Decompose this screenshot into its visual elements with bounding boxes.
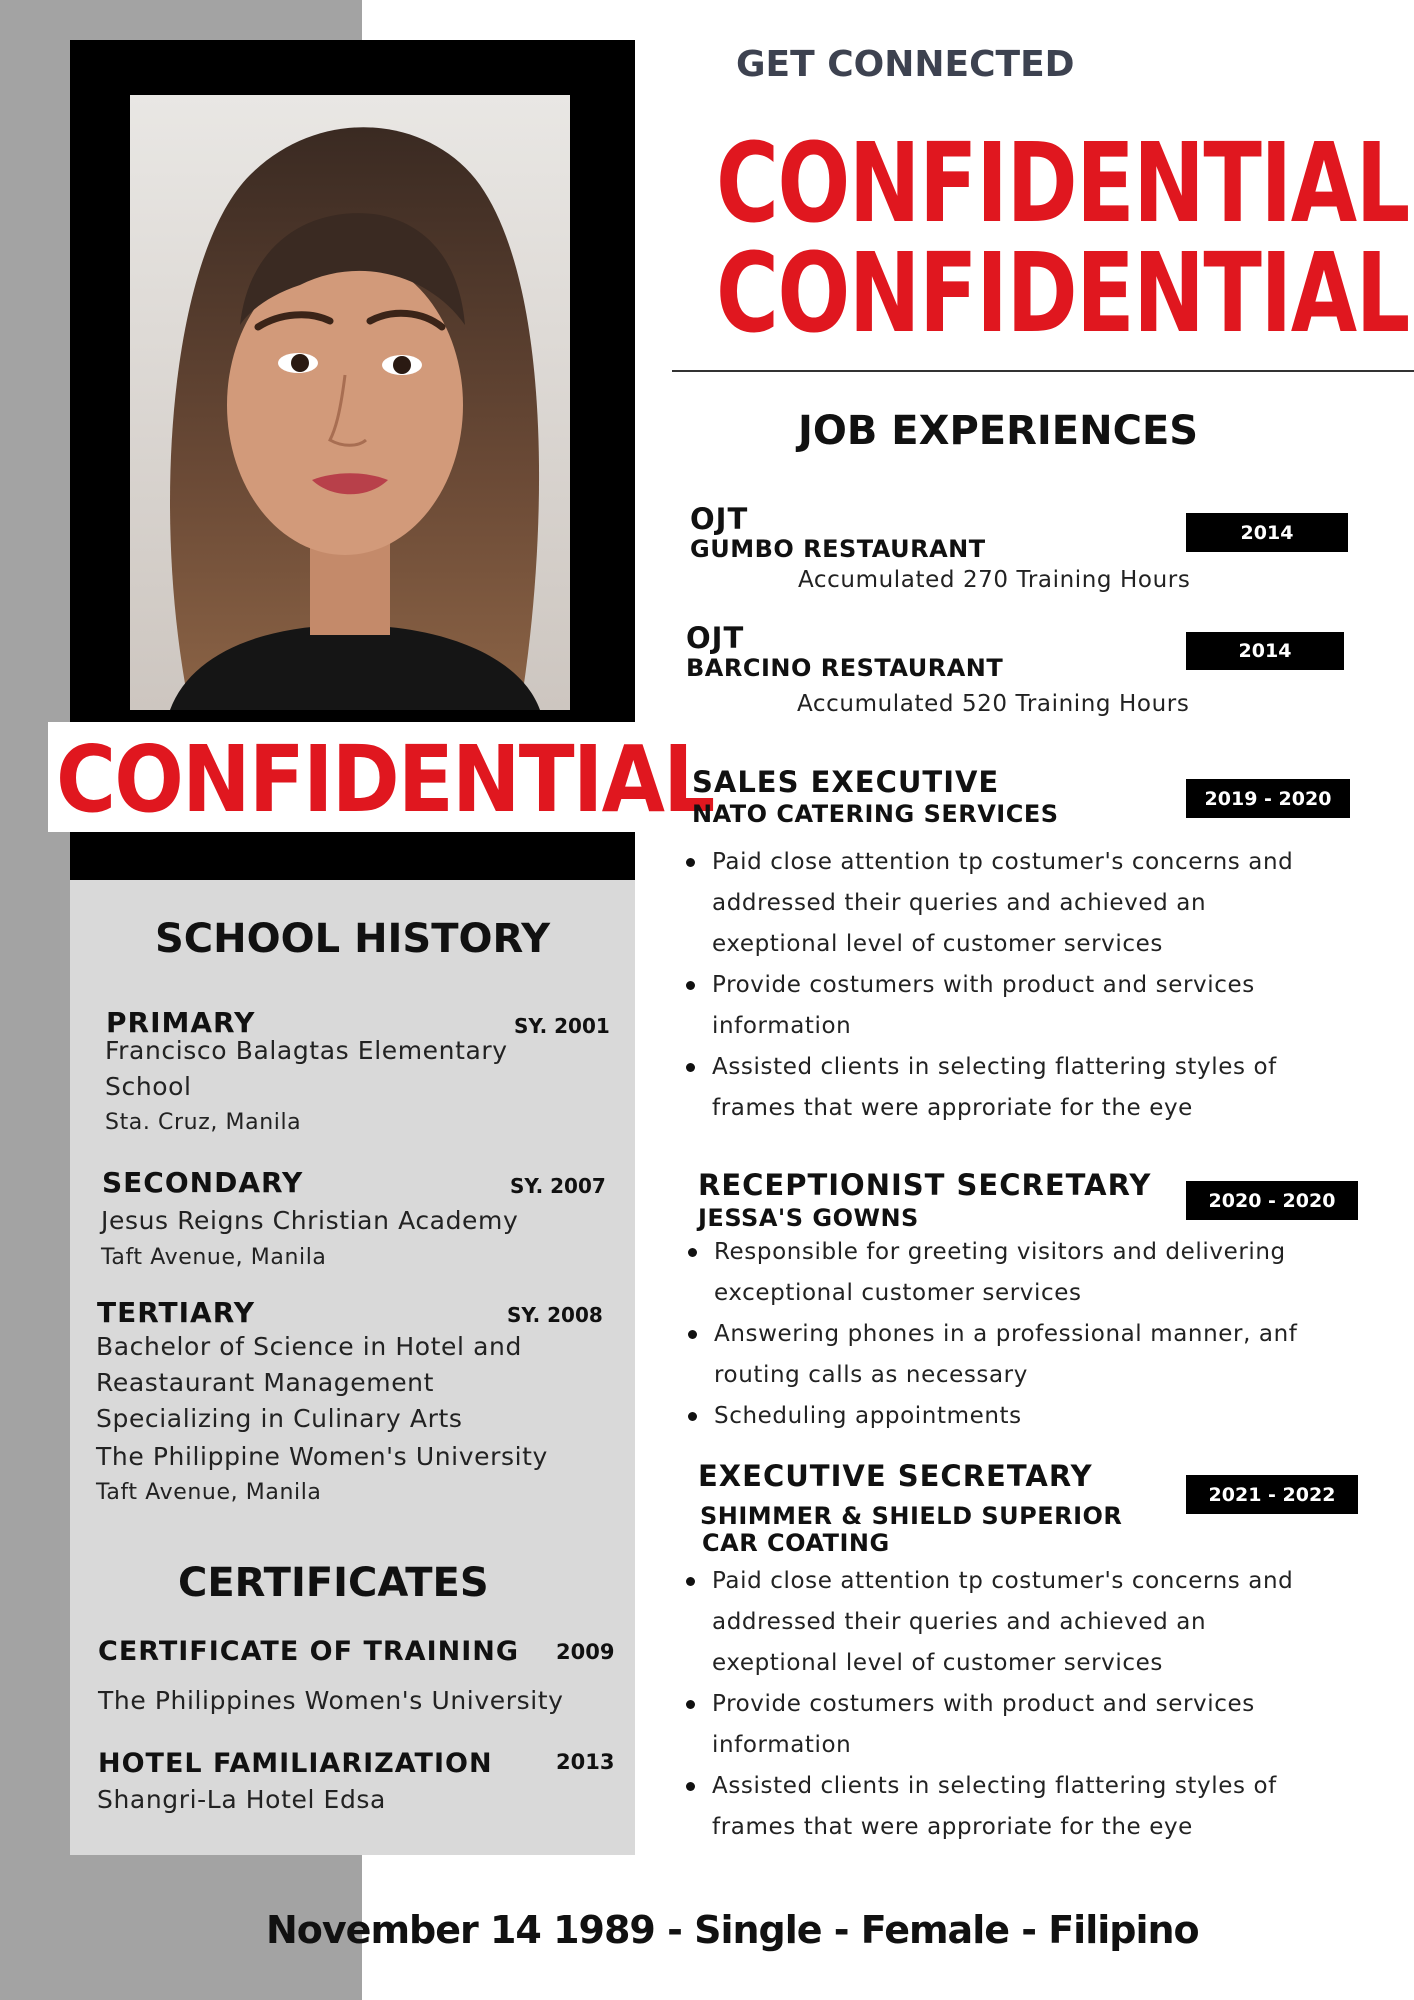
school-level-secondary: SECONDARY [102, 1166, 304, 1199]
job-company: BARCINO RESTAURANT [686, 654, 1004, 682]
job-company: JESSA'S GOWNS [698, 1204, 919, 1232]
bullet-line: information [712, 1732, 852, 1758]
bullet-line: addressed their queries and achieved an [712, 890, 1207, 916]
school-name-line: Specializing in Culinary Arts [96, 1404, 463, 1433]
job-bullets [682, 842, 1382, 1129]
school-name-line: Reastaurant Management [96, 1368, 435, 1397]
school-year-secondary: SY. 2007 [510, 1174, 606, 1198]
job-experiences-title: JOB EXPERIENCES [798, 408, 1199, 454]
job-year-badge: 2021 - 2022 [1186, 1475, 1358, 1514]
contact-redaction-stamp: CONFIDENTIAL [716, 229, 1409, 357]
bullet-line: frames that were approriate for the eye [712, 1095, 1193, 1121]
bullet-line: exceptional customer services [714, 1280, 1082, 1306]
certificate-name: CERTIFICATE OF TRAINING [98, 1636, 520, 1667]
bullet-line: exeptional level of customer services [712, 1650, 1163, 1676]
profile-photo [130, 95, 570, 710]
bullet-line: Answering phones in a professional manner, anf [714, 1321, 1298, 1347]
certificate-issuer: Shangri-La Hotel Edsa [97, 1785, 386, 1814]
school-year-primary: SY. 2001 [514, 1014, 610, 1038]
certificate-year: 2009 [556, 1640, 615, 1664]
job-year-badge: 2019 - 2020 [1186, 779, 1350, 818]
section-divider [672, 370, 1414, 372]
list-item [682, 1561, 1382, 1684]
school-location: Taft Avenue, Manila [101, 1245, 327, 1270]
list-item [684, 1232, 1384, 1314]
certificates-title: CERTIFICATES [178, 1560, 489, 1606]
bullet-line: exeptional level of customer services [712, 931, 1163, 957]
certificate-issuer: The Philippines Women's University [98, 1686, 564, 1715]
bullet-line: Assisted clients in selecting flattering styles of [712, 1773, 1277, 1799]
school-year-tertiary: SY. 2008 [507, 1303, 603, 1327]
job-bullets [682, 1561, 1382, 1848]
contact-redaction-stamp: CONFIDENTIAL [716, 119, 1409, 247]
list-item [684, 1396, 1384, 1437]
list-item [684, 1314, 1384, 1396]
job-company: GUMBO RESTAURANT [690, 535, 986, 563]
school-level-primary: PRIMARY [106, 1006, 256, 1039]
certificate-year: 2013 [556, 1750, 615, 1774]
school-name-line: Jesus Reigns Christian Academy [101, 1206, 519, 1235]
job-role: RECEPTIONIST SECRETARY [698, 1168, 1152, 1202]
job-role: OJT [690, 502, 749, 536]
bullet-line: Paid close attention tp costumer's concerns and [712, 849, 1294, 875]
school-name-line: School [105, 1072, 192, 1101]
bullet-line: addressed their queries and achieved an [712, 1609, 1207, 1635]
school-name-line: Bachelor of Science in Hotel and [96, 1332, 522, 1361]
personal-info-footer: November 14 1989 - Single - Female - Filipino [266, 1908, 1199, 1952]
name-redaction-stamp [48, 722, 714, 833]
school-location: Sta. Cruz, Manila [105, 1110, 302, 1135]
list-item [682, 842, 1382, 965]
certificate-name: HOTEL FAMILIARIZATION [98, 1748, 493, 1779]
list-item [682, 1766, 1382, 1848]
get-connected-title: GET CONNECTED [736, 44, 1075, 85]
school-name-line: The Philippine Women's University [96, 1442, 548, 1471]
bullet-line: Provide costumers with product and services [712, 1691, 1255, 1717]
job-company: CAR COATING [702, 1529, 890, 1557]
job-role: EXECUTIVE SECRETARY [698, 1459, 1093, 1493]
school-level-tertiary: TERTIARY [97, 1296, 256, 1329]
list-item [682, 965, 1382, 1047]
job-role: SALES EXECUTIVE [692, 765, 1000, 799]
bullet-line: routing calls as necessary [714, 1362, 1028, 1388]
job-year-badge: 2014 [1186, 632, 1344, 670]
job-company: NATO CATERING SERVICES [692, 800, 1059, 828]
bullet-line: Responsible for greeting visitors and delivering [714, 1239, 1286, 1265]
bullet-line: Provide costumers with product and services [712, 972, 1255, 998]
list-item [682, 1684, 1382, 1766]
name-redaction-text: CONFIDENTIAL [56, 726, 714, 833]
bullet-line: frames that were approriate for the eye [712, 1814, 1193, 1840]
job-year-badge: 2014 [1186, 513, 1348, 552]
job-role: OJT [686, 621, 745, 655]
school-history-title: SCHOOL HISTORY [155, 916, 551, 962]
list-item [682, 1047, 1382, 1129]
job-bullets [684, 1232, 1384, 1437]
school-location: Taft Avenue, Manila [96, 1480, 322, 1505]
school-name-line: Francisco Balagtas Elementary [105, 1036, 508, 1065]
bullet-line: Paid close attention tp costumer's concerns and [712, 1568, 1294, 1594]
job-note: Accumulated 520 Training Hours [797, 691, 1190, 717]
bullet-line: Assisted clients in selecting flattering styles of [712, 1054, 1277, 1080]
job-company: SHIMMER & SHIELD SUPERIOR [700, 1502, 1123, 1530]
job-note: Accumulated 270 Training Hours [798, 567, 1191, 593]
bullet-line: Scheduling appointments [714, 1403, 1022, 1429]
bullet-line: information [712, 1013, 852, 1039]
job-year-badge: 2020 - 2020 [1186, 1181, 1358, 1220]
